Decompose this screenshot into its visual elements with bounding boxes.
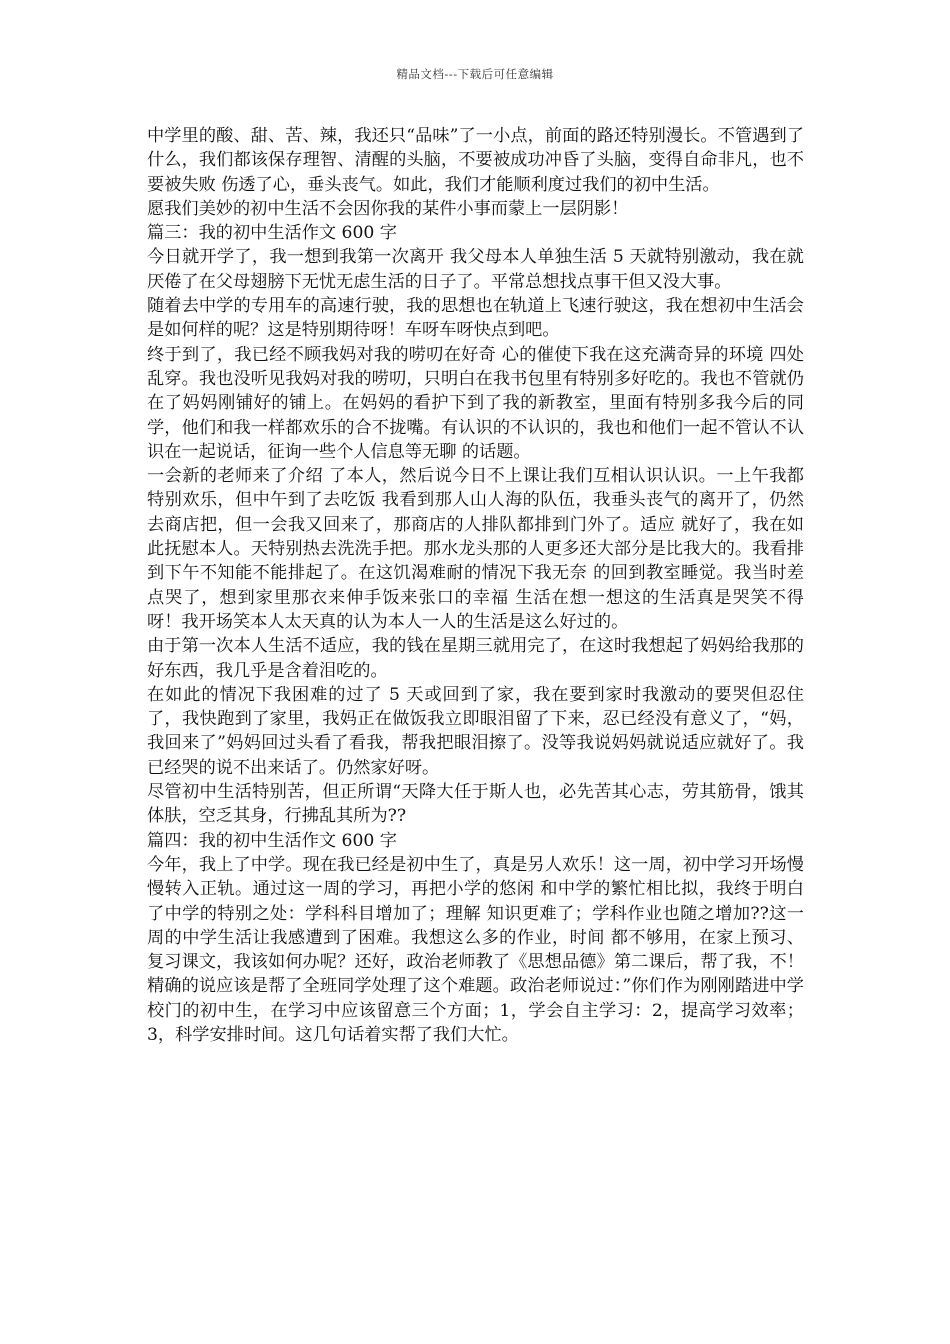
page-header: 精品文档---下载后可任意编辑 [396, 67, 554, 81]
paragraph: 愿我们美妙的初中生活不会因你我的某件小事而蒙上一层阴影！ [147, 198, 629, 219]
paragraph: 尽管初中生活特别苦，但正所谓“天降大任于斯人也，必先苦其心志，劳其筋骨，饿其体肤，空乏其身，行拂乱其所为?? [147, 782, 804, 827]
paragraph: 今年，我上了中学。现在我已经是初中生了，真是另人欢乐！这一周，初中学习开场慢慢转入正轨。通过这一周的学习，再把小学的悠闲 和中学的繁忙相比拟，我终于明白了中学的特别之处：学科科目增加了；理解 知识更难了；学科作业也随之增加??这一周的中学生活让我感遭到了困难。我想这么多的作业，时间 都不够用，在家上预习、复习课文，我该如何办呢？还好，政治老师教了《思想品德》第二课后，帮了我，不！精确的说应该是帮了全班同学处理了这个难题。政治老师说过：”你们作为刚刚踏进中学校门的初中生，在学习中应该留意三个方面；1，学会自主学习：2，提高学习效率；3，科学安排时间。这几句话着实帮了我们大忙。 [147, 854, 804, 1045]
document-body [147, 124, 804, 1047]
paragraph: 一会新的老师来了介绍 了本人，然后说今日不上课让我们互相认识认识。一上午我都特别欢乐，但中午到了去吃饭 我看到那人山人海的队伍，我垂头丧气的离开了，仍然去商店把，但一会我又回来了，那商店的人排队都排到门外了。适应 就好了，我在如此抚慰本人。天特别热去洗洗手把。那水龙头那的人更多还大部分是比我大的。我看排到下午不知能不能排起了。在这饥渴难耐的情况下我无奈 的回到教室睡觉。我当时差点哭了，想到家里那衣来伸手饭来张口的幸福 生活在想一想这的生活真是哭笑不得呀！我开场笑本人太天真的认为本人一人的生活是这么好过的。 [147, 466, 804, 632]
paragraph: 在如此的情况下我困难的过了 5 天或回到了家，我在要到家时我激动的要哭但忍住了，我快跑到了家里，我妈正在做饭我立即眼泪留了下来，忍已经没有意义了，“妈，我回来了”妈妈回过头看了看我，帮我把眼泪擦了。没等我说妈妈就说适应就好了。我已经哭的说不出来话了。仍然家好呀。 [147, 684, 804, 778]
paragraph: 中学里的酸、甜、苦、辣，我还只“品味”了一小点，前面的路还特别漫长。不管遇到了什么，我们都该保存理智、清醒的头脑，不要被成功冲昏了头脑，变得自命非凡，也不要被失败 伤透了心，垂头丧气。如此，我们才能顺利度过我们的初中生活。 [147, 126, 804, 195]
paragraph: 随着去中学的专用车的高速行驶，我的思想也在轨道上飞速行驶这，我在想初中生活会是如何样的呢？这是特别期待呀！车呀车呀快点到吧。 [147, 296, 804, 341]
paragraph: 终于到了，我已经不顾我妈对我的唠叨在好奇 心的催使下我在这充满奇异的环境 四处乱穿。我也没听见我妈对我的唠叨，只明白在我书包里有特别多好吃的。我也不管就仍在了妈妈刚铺好的铺上。在妈妈的看护下到了我的新教室，里面有特别多我今后的同学，他们和我一样都欢乐的合不拢嘴。有认识的不认识的，我也和他们一起不管认不认识在一起说话，征询一些个人信息等无聊 的话题。 [147, 344, 804, 462]
section-heading: 篇四：我的初中生活作文 600 字 [147, 830, 397, 851]
paragraph: 今日就开学了，我一想到我第一次离开 我父母本人单独生活 5 天就特别激动，我在就厌倦了在父母翅膀下无忧无虑生活的日子了。平常总想找点事干但又没大事。 [147, 247, 804, 292]
section-heading: 篇三：我的初中生活作文 600 字 [147, 223, 397, 244]
paragraph: 由于第一次本人生活不适应，我的钱在星期三就用完了，在这时我想起了妈妈给我那的好东西，我几乎是含着泪吃的。 [147, 636, 804, 681]
